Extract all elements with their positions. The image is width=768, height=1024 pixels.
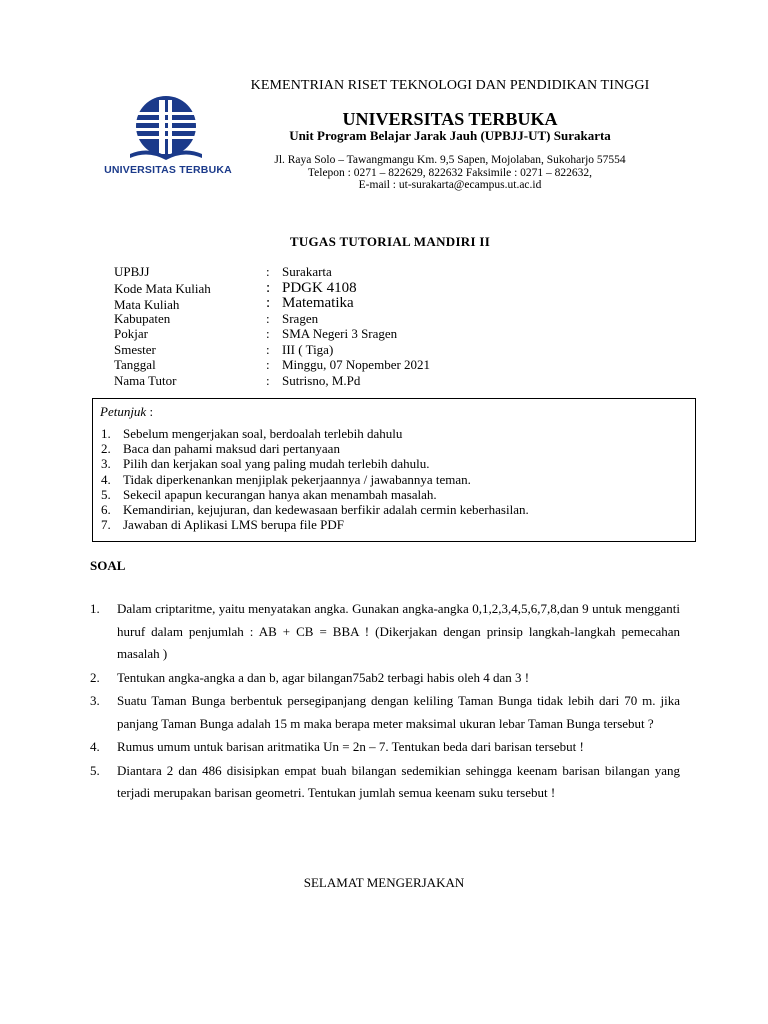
question-item (90, 667, 680, 690)
address-line: Jl. Raya Solo – Tawangmangu Km. 9,5 Sapen, Mojolaban, Sukoharjo 57554 (274, 154, 626, 166)
document-title: TUGAS TUTORIAL MANDIRI II (289, 234, 491, 249)
question-number: 3. (90, 693, 100, 708)
list-item-text: Baca dan pahami maksud dari pertanyaan (123, 441, 340, 457)
list-item (101, 426, 529, 441)
question-list (90, 598, 680, 806)
info-value: Sragen (282, 310, 319, 326)
list-item-text: Sekecil apapun kecurangan hanya akan menambah masalah. (123, 486, 437, 502)
question-number: 1. (90, 601, 100, 616)
info-value: III ( Tiga) (282, 341, 334, 357)
info-value: Minggu, 07 Nopember 2021 (282, 357, 431, 372)
info-label: Nama Tutor (114, 372, 177, 388)
instructions-heading-colon: : (146, 404, 154, 419)
info-colon: : (266, 310, 270, 326)
university-logo-icon (116, 92, 216, 166)
info-label: Kabupaten (114, 310, 171, 326)
info-colon: : (266, 357, 270, 372)
info-colon: : (266, 279, 271, 296)
ministry-name: KEMENTRIAN RISET TEKNOLOGI DAN PENDIDIKAN TINGGI (250, 78, 650, 93)
info-colon: : (266, 295, 271, 311)
question-number: 4. (90, 739, 100, 754)
list-item-text: Jawaban di Aplikasi LMS berupa file PDF (123, 517, 344, 533)
list-item-number: 6. (101, 502, 111, 518)
list-item-number: 1. (101, 426, 111, 441)
list-item (101, 487, 529, 502)
info-value: SMA Negeri 3 Sragen (282, 326, 398, 341)
info-label: Tanggal (114, 357, 156, 372)
instructions-heading-label: Petunjuk (100, 404, 147, 419)
info-colon: : (266, 372, 270, 388)
info-label: Smester (114, 341, 156, 357)
list-item-number: 5. (101, 486, 111, 502)
closing-text: SELAMAT MENGERJAKAN (303, 875, 465, 890)
list-item-number: 3. (101, 456, 111, 472)
list-item-number: 7. (101, 517, 111, 533)
question-text: Diantara 2 dan 486 disisipkan empat buah bilangan sedemikian sehingga keenam barisan bilangan yang terjadi merupakan barisan geometri. Tentukan jumlah semua keenam suku tersebut ! (117, 762, 680, 800)
question-text: Dalam criptaritme, yaitu menyatakan angka. Gunakan angka-angka 0,1,2,3,4,5,6,7,8,dan 9 untuk mengganti huruf dalam penjumlah : AB + CB = BBA ! (Dikerjakan dengan prinsip langkah-langkah pemecahan masalah ) (117, 601, 680, 661)
info-value: Sutrisno, M.Pd (282, 372, 361, 388)
question-number: 5. (90, 762, 100, 778)
info-value: Matematika (282, 295, 354, 311)
info-value: Surakarta (282, 264, 332, 279)
phone-line: Telepon : 0271 – 822629, 822632 Faksimile : 0271 – 822632, (307, 166, 593, 179)
list-item-text: Sebelum mengerjakan soal, berdoalah terlebih dahulu (123, 426, 403, 441)
instructions-list (101, 426, 529, 532)
list-item-text: Kemandirian, kejujuran, dan kedewasaan berfikir adalah cermin keberhasilan. (123, 502, 529, 518)
question-text: Tentukan angka-angka a dan b, agar bilangan75ab2 terbagi habis oleh 4 dan 3 ! (117, 669, 530, 685)
question-item (90, 598, 680, 666)
list-item (101, 502, 529, 517)
info-colon: : (266, 341, 270, 357)
list-item (101, 517, 529, 532)
info-value: PDGK 4108 (282, 279, 357, 296)
soal-heading: SOAL (90, 558, 126, 573)
university-name: UNIVERSITAS TERBUKA (342, 109, 558, 129)
info-label: Kode Mata Kuliah (114, 280, 211, 296)
contact-block (240, 154, 660, 192)
logo-caption: UNIVERSITAS TERBUKA (104, 164, 232, 176)
unit-name: Unit Program Belajar Jarak Jauh (UPBJJ-UT) Surakarta (289, 128, 611, 143)
question-text: Suatu Taman Bunga berbentuk persegipanjang dengan keliling Taman Bunga tidak lebih dari 70 m. jika panjang Taman Bunga adalah 15 m maka berapa meter maksimal ukuran lebar Taman Bunga tersebut ? (117, 693, 680, 731)
instructions-heading (100, 404, 153, 420)
info-label: Pokjar (114, 326, 148, 341)
email-line: E-mail : ut-surakarta@ecampus.ut.ac.id (358, 179, 542, 191)
question-item (90, 760, 680, 805)
info-label: Mata Kuliah (114, 297, 180, 312)
question-text: Rumus umum untuk barisan aritmatika Un = 2n – 7. Tentukan beda dari barisan tersebut ! (117, 739, 584, 754)
question-item (90, 690, 680, 735)
question-number: 2. (90, 669, 100, 685)
list-item-text: Tidak diperkenankan menjiplak pekerjaannya / jawabannya teman. (123, 471, 471, 487)
list-item (101, 456, 529, 471)
list-item (101, 472, 529, 487)
info-colon: : (266, 264, 270, 279)
list-item (101, 441, 529, 456)
question-item (90, 736, 680, 759)
info-label: UPBJJ (114, 264, 150, 279)
list-item-number: 4. (101, 471, 111, 487)
info-colon: : (266, 326, 270, 341)
list-item-text: Pilih dan kerjakan soal yang paling mudah terlebih dahulu. (123, 456, 430, 472)
list-item-number: 2. (101, 441, 111, 457)
